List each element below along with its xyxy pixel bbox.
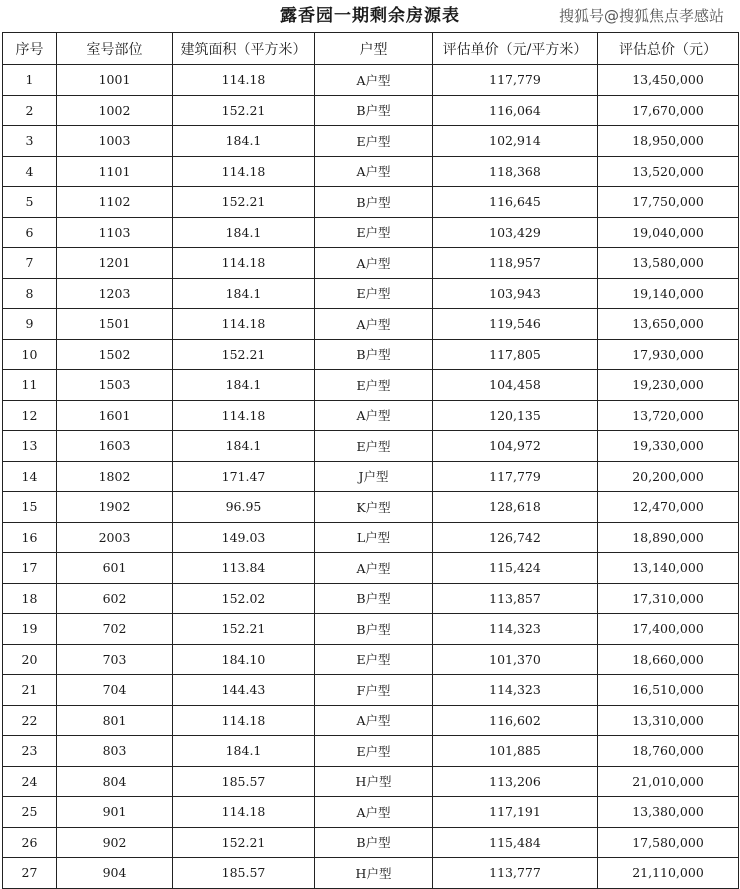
table-row	[3, 217, 739, 248]
table-row	[3, 95, 739, 126]
table-row	[3, 156, 739, 187]
cell-unit-price: 115,484	[433, 827, 598, 858]
cell-layout: E户型	[315, 736, 433, 767]
cell-index: 1	[3, 65, 57, 96]
cell-room: 904	[57, 858, 173, 889]
cell-unit-price: 120,135	[433, 400, 598, 431]
table-row	[3, 858, 739, 889]
cell-layout: E户型	[315, 644, 433, 675]
cell-area: 184.1	[173, 278, 315, 309]
cell-area: 171.47	[173, 461, 315, 492]
cell-unit-price: 128,618	[433, 492, 598, 523]
header-cell-area: 建筑面积（平方米）	[173, 33, 315, 65]
header-cell-total-price: 评估总价（元）	[598, 33, 739, 65]
table-row	[3, 187, 739, 218]
cell-room: 1101	[57, 156, 173, 187]
table-row	[3, 400, 739, 431]
cell-area: 184.1	[173, 431, 315, 462]
cell-layout: B户型	[315, 827, 433, 858]
cell-room: 804	[57, 766, 173, 797]
cell-unit-price: 114,323	[433, 675, 598, 706]
cell-area: 149.03	[173, 522, 315, 553]
cell-area: 114.18	[173, 309, 315, 340]
cell-room: 901	[57, 797, 173, 828]
watermark: 搜狐号@搜狐焦点孝感站	[558, 7, 724, 25]
table-row	[3, 339, 739, 370]
cell-room: 703	[57, 644, 173, 675]
cell-total-price: 18,660,000	[598, 644, 739, 675]
cell-layout: A户型	[315, 400, 433, 431]
cell-total-price: 18,890,000	[598, 522, 739, 553]
cell-layout: J户型	[315, 461, 433, 492]
cell-area: 152.21	[173, 187, 315, 218]
cell-layout: B户型	[315, 95, 433, 126]
cell-room: 1503	[57, 370, 173, 401]
cell-total-price: 19,330,000	[598, 431, 739, 462]
cell-unit-price: 113,777	[433, 858, 598, 889]
cell-total-price: 12,470,000	[598, 492, 739, 523]
cell-area: 96.95	[173, 492, 315, 523]
table-row	[3, 248, 739, 279]
cell-index: 6	[3, 217, 57, 248]
table-row	[3, 309, 739, 340]
cell-unit-price: 117,779	[433, 461, 598, 492]
cell-layout: E户型	[315, 278, 433, 309]
cell-unit-price: 115,424	[433, 553, 598, 584]
cell-index: 18	[3, 583, 57, 614]
cell-room: 1003	[57, 126, 173, 157]
table-row	[3, 705, 739, 736]
cell-room: 902	[57, 827, 173, 858]
cell-unit-price: 103,429	[433, 217, 598, 248]
cell-index: 15	[3, 492, 57, 523]
cell-unit-price: 104,458	[433, 370, 598, 401]
table-row	[3, 797, 739, 828]
cell-index: 19	[3, 614, 57, 645]
table-row	[3, 644, 739, 675]
cell-total-price: 17,310,000	[598, 583, 739, 614]
cell-unit-price: 126,742	[433, 522, 598, 553]
cell-area: 114.18	[173, 248, 315, 279]
cell-total-price: 20,200,000	[598, 461, 739, 492]
table-row	[3, 827, 739, 858]
cell-layout: E户型	[315, 126, 433, 157]
cell-room: 1603	[57, 431, 173, 462]
cell-total-price: 17,930,000	[598, 339, 739, 370]
table-row	[3, 553, 739, 584]
cell-index: 17	[3, 553, 57, 584]
cell-total-price: 18,760,000	[598, 736, 739, 767]
cell-total-price: 19,230,000	[598, 370, 739, 401]
cell-index: 25	[3, 797, 57, 828]
cell-index: 10	[3, 339, 57, 370]
cell-room: 704	[57, 675, 173, 706]
cell-total-price: 13,520,000	[598, 156, 739, 187]
cell-layout: B户型	[315, 339, 433, 370]
cell-area: 152.02	[173, 583, 315, 614]
cell-layout: B户型	[315, 614, 433, 645]
document-title: 露香园一期剩余房源表	[280, 6, 460, 26]
table-row	[3, 522, 739, 553]
cell-area: 184.1	[173, 736, 315, 767]
cell-area: 152.21	[173, 827, 315, 858]
cell-area: 113.84	[173, 553, 315, 584]
cell-total-price: 21,010,000	[598, 766, 739, 797]
cell-room: 801	[57, 705, 173, 736]
cell-index: 4	[3, 156, 57, 187]
cell-area: 185.57	[173, 766, 315, 797]
table-row	[3, 492, 739, 523]
cell-layout: A户型	[315, 248, 433, 279]
cell-layout: A户型	[315, 705, 433, 736]
cell-total-price: 13,580,000	[598, 248, 739, 279]
title-bar	[0, 0, 740, 30]
table-row	[3, 675, 739, 706]
cell-area: 114.18	[173, 156, 315, 187]
cell-total-price: 17,670,000	[598, 95, 739, 126]
cell-index: 2	[3, 95, 57, 126]
cell-room: 702	[57, 614, 173, 645]
header-cell-layout: 户型	[315, 33, 433, 65]
cell-total-price: 13,450,000	[598, 65, 739, 96]
cell-unit-price: 118,368	[433, 156, 598, 187]
cell-layout: B户型	[315, 583, 433, 614]
cell-unit-price: 113,857	[433, 583, 598, 614]
cell-unit-price: 117,779	[433, 65, 598, 96]
cell-room: 1502	[57, 339, 173, 370]
cell-area: 114.18	[173, 705, 315, 736]
cell-total-price: 13,720,000	[598, 400, 739, 431]
cell-index: 11	[3, 370, 57, 401]
cell-index: 22	[3, 705, 57, 736]
cell-area: 184.1	[173, 217, 315, 248]
cell-area: 114.18	[173, 400, 315, 431]
cell-index: 7	[3, 248, 57, 279]
cell-area: 152.21	[173, 339, 315, 370]
table-row	[3, 736, 739, 767]
cell-area: 184.1	[173, 370, 315, 401]
cell-total-price: 21,110,000	[598, 858, 739, 889]
header-cell-index: 序号	[3, 33, 57, 65]
cell-room: 2003	[57, 522, 173, 553]
cell-total-price: 13,310,000	[598, 705, 739, 736]
cell-unit-price: 104,972	[433, 431, 598, 462]
cell-layout: A户型	[315, 553, 433, 584]
cell-area: 184.1	[173, 126, 315, 157]
cell-room: 803	[57, 736, 173, 767]
cell-index: 5	[3, 187, 57, 218]
cell-room: 1103	[57, 217, 173, 248]
listing-table	[2, 32, 739, 889]
cell-total-price: 17,580,000	[598, 827, 739, 858]
cell-total-price: 19,040,000	[598, 217, 739, 248]
cell-total-price: 17,750,000	[598, 187, 739, 218]
cell-layout: H户型	[315, 766, 433, 797]
table-row	[3, 766, 739, 797]
cell-layout: A户型	[315, 156, 433, 187]
cell-index: 20	[3, 644, 57, 675]
cell-unit-price: 101,885	[433, 736, 598, 767]
cell-area: 114.18	[173, 65, 315, 96]
cell-room: 1601	[57, 400, 173, 431]
table-row	[3, 65, 739, 96]
cell-area: 144.43	[173, 675, 315, 706]
cell-layout: K户型	[315, 492, 433, 523]
cell-room: 1001	[57, 65, 173, 96]
cell-index: 13	[3, 431, 57, 462]
cell-total-price: 13,380,000	[598, 797, 739, 828]
cell-unit-price: 117,191	[433, 797, 598, 828]
cell-room: 1002	[57, 95, 173, 126]
cell-room: 1203	[57, 278, 173, 309]
table-row	[3, 126, 739, 157]
cell-index: 16	[3, 522, 57, 553]
cell-unit-price: 101,370	[433, 644, 598, 675]
cell-layout: L户型	[315, 522, 433, 553]
cell-index: 24	[3, 766, 57, 797]
cell-unit-price: 102,914	[433, 126, 598, 157]
cell-layout: A户型	[315, 797, 433, 828]
cell-room: 1902	[57, 492, 173, 523]
cell-room: 1501	[57, 309, 173, 340]
table-body	[3, 65, 739, 889]
cell-index: 21	[3, 675, 57, 706]
cell-index: 8	[3, 278, 57, 309]
cell-unit-price: 117,805	[433, 339, 598, 370]
table-row	[3, 431, 739, 462]
cell-unit-price: 114,323	[433, 614, 598, 645]
cell-unit-price: 116,602	[433, 705, 598, 736]
cell-area: 184.10	[173, 644, 315, 675]
table-row	[3, 461, 739, 492]
cell-unit-price: 119,546	[433, 309, 598, 340]
header-cell-unit-price: 评估单价（元/平方米）	[433, 33, 598, 65]
cell-layout: E户型	[315, 370, 433, 401]
cell-layout: H户型	[315, 858, 433, 889]
cell-unit-price: 116,064	[433, 95, 598, 126]
table-row	[3, 614, 739, 645]
cell-unit-price: 103,943	[433, 278, 598, 309]
cell-layout: A户型	[315, 309, 433, 340]
table-row	[3, 278, 739, 309]
cell-unit-price: 118,957	[433, 248, 598, 279]
cell-total-price: 19,140,000	[598, 278, 739, 309]
cell-room: 1802	[57, 461, 173, 492]
cell-layout: F户型	[315, 675, 433, 706]
cell-layout: E户型	[315, 431, 433, 462]
cell-index: 26	[3, 827, 57, 858]
cell-total-price: 18,950,000	[598, 126, 739, 157]
cell-total-price: 17,400,000	[598, 614, 739, 645]
cell-index: 3	[3, 126, 57, 157]
header-cell-room: 室号部位	[57, 33, 173, 65]
cell-area: 114.18	[173, 797, 315, 828]
cell-unit-price: 113,206	[433, 766, 598, 797]
table-row	[3, 583, 739, 614]
cell-area: 152.21	[173, 614, 315, 645]
cell-index: 9	[3, 309, 57, 340]
cell-index: 12	[3, 400, 57, 431]
cell-index: 27	[3, 858, 57, 889]
cell-room: 1201	[57, 248, 173, 279]
cell-area: 152.21	[173, 95, 315, 126]
cell-room: 1102	[57, 187, 173, 218]
cell-layout: E户型	[315, 217, 433, 248]
table-row	[3, 370, 739, 401]
cell-room: 601	[57, 553, 173, 584]
cell-total-price: 13,650,000	[598, 309, 739, 340]
cell-total-price: 13,140,000	[598, 553, 739, 584]
cell-room: 602	[57, 583, 173, 614]
cell-layout: B户型	[315, 187, 433, 218]
cell-index: 14	[3, 461, 57, 492]
cell-area: 185.57	[173, 858, 315, 889]
cell-total-price: 16,510,000	[598, 675, 739, 706]
cell-layout: A户型	[315, 65, 433, 96]
cell-index: 23	[3, 736, 57, 767]
cell-unit-price: 116,645	[433, 187, 598, 218]
header-row	[3, 33, 739, 65]
